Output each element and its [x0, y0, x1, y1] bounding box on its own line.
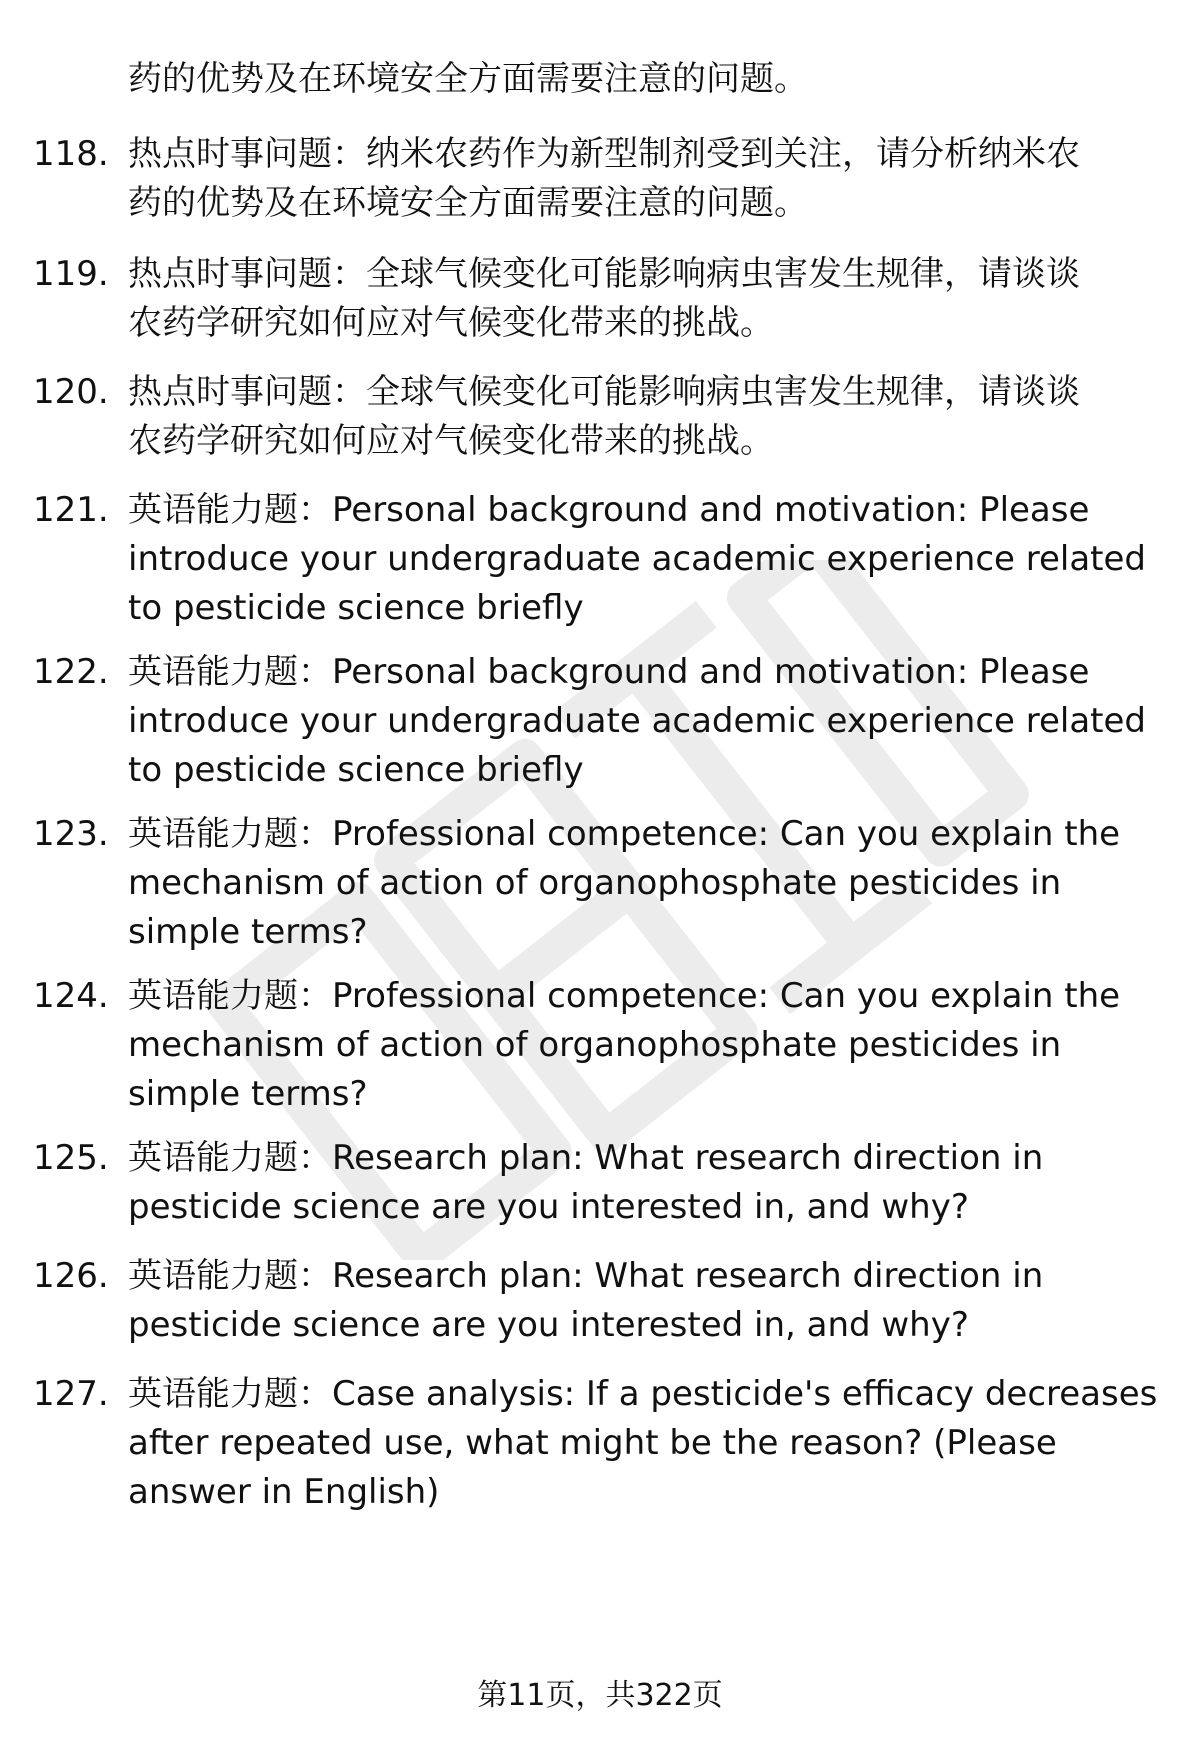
question-number: 123. [33, 814, 109, 854]
question-text-line: 农药学研究如何应对气候变化带来的挑战。 [128, 303, 774, 343]
question-text-line: mechanism of action of organophosphate pesticides in [128, 1025, 1062, 1065]
question-text-line: after repeated use, what might be the reason? (Please [128, 1423, 1057, 1463]
question-text [128, 648, 1168, 795]
question-text [128, 368, 1168, 466]
question-text-line: answer in English) [128, 1472, 440, 1512]
question-text-line: 英语能力题：Professional competence: Can you explain the [128, 976, 1121, 1016]
page-number-footer: 第11页，共322页 [477, 1678, 723, 1713]
question-text-line: 英语能力题：Case analysis: If a pesticide's efficacy decreases [128, 1374, 1158, 1414]
question-text [128, 1370, 1168, 1517]
question-text-line: 热点时事问题：全球气候变化可能影响病虫害发生规律，请谈谈 [128, 254, 1080, 294]
question-number: 118. [33, 134, 109, 174]
question-number: 125. [33, 1138, 109, 1178]
question-text-line: 药的优势及在环境安全方面需要注意的问题。 [128, 59, 808, 99]
question-number: 122. [33, 652, 109, 692]
question-text-line: 药的优势及在环境安全方面需要注意的问题。 [128, 183, 808, 223]
question-number: 126. [33, 1256, 109, 1296]
question-number: 120. [33, 372, 109, 412]
question-text-line: 英语能力题：Professional competence: Can you explain the [128, 814, 1121, 854]
question-text [128, 1134, 1168, 1232]
question-text-line: mechanism of action of organophosphate pesticides in [128, 863, 1062, 903]
question-text-line: to pesticide science briefly [128, 750, 584, 790]
question-text-line: simple terms? [128, 912, 368, 952]
question-number: 124. [33, 976, 109, 1016]
question-text [128, 810, 1168, 957]
question-text [128, 486, 1168, 633]
question-text-line: 英语能力题：Research plan: What research direction in [128, 1256, 1044, 1296]
question-text-line: 英语能力题：Personal background and motivation: Please [128, 652, 1090, 692]
question-text-line: 英语能力题：Personal background and motivation: Please [128, 490, 1090, 530]
question-text-line: pesticide science are you interested in, and why? [128, 1305, 969, 1345]
question-text [128, 972, 1168, 1119]
question-text-line: to pesticide science briefly [128, 588, 584, 628]
question-text-line: introduce your undergraduate academic experience related [128, 701, 1147, 741]
question-text [128, 55, 1168, 104]
question-text-line: 英语能力题：Research plan: What research direction in [128, 1138, 1044, 1178]
question-text-line: simple terms? [128, 1074, 368, 1114]
question-text [128, 1252, 1168, 1350]
question-text-line: 热点时事问题：全球气候变化可能影响病虫害发生规律，请谈谈 [128, 372, 1080, 412]
question-text [128, 250, 1168, 348]
question-text-line: 热点时事问题：纳米农药作为新型制剂受到关注，请分析纳米农 [128, 134, 1080, 174]
question-number: 119. [33, 254, 109, 294]
question-text-line: introduce your undergraduate academic experience related [128, 539, 1147, 579]
question-number: 127. [33, 1374, 109, 1414]
question-text-line: 农药学研究如何应对气候变化带来的挑战。 [128, 421, 774, 461]
question-text [128, 130, 1168, 228]
question-text-line: pesticide science are you interested in, and why? [128, 1187, 969, 1227]
question-number: 121. [33, 490, 109, 530]
